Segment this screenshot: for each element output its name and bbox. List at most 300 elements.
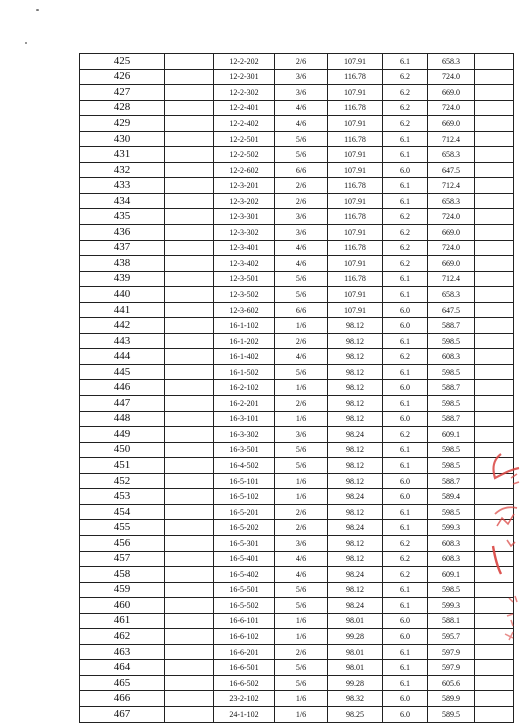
row-number-cell: 457 — [80, 551, 165, 567]
area-cell: 99.28 — [328, 629, 383, 645]
unit-number-cell: 16-3-101 — [214, 411, 275, 427]
floor-cell: 1/6 — [275, 691, 328, 707]
floor-cell: 4/6 — [275, 256, 328, 272]
amount-cell: 598.5 — [428, 364, 475, 380]
rate-cell: 6.2 — [383, 116, 428, 132]
area-cell: 98.12 — [328, 582, 383, 598]
table-row — [80, 271, 514, 287]
rate-cell: 6.1 — [383, 193, 428, 209]
row-number-cell: 437 — [80, 240, 165, 256]
amount-cell: 599.3 — [428, 598, 475, 614]
area-cell: 98.12 — [328, 442, 383, 458]
area-cell: 98.12 — [328, 318, 383, 334]
unit-number-cell: 12-2-402 — [214, 116, 275, 132]
floor-cell: 1/6 — [275, 613, 328, 629]
housing-units-table — [79, 53, 514, 723]
row-number-cell: 436 — [80, 225, 165, 241]
row-number-cell: 466 — [80, 691, 165, 707]
area-cell: 116.78 — [328, 178, 383, 194]
blank-cell — [475, 691, 514, 707]
blank-cell — [165, 225, 214, 241]
area-cell: 107.91 — [328, 287, 383, 303]
area-cell: 98.01 — [328, 613, 383, 629]
rate-cell: 6.1 — [383, 333, 428, 349]
unit-number-cell: 16-2-102 — [214, 380, 275, 396]
rate-cell: 6.1 — [383, 458, 428, 474]
rate-cell: 6.0 — [383, 473, 428, 489]
blank-cell — [475, 225, 514, 241]
blank-cell — [475, 411, 514, 427]
unit-number-cell: 16-3-302 — [214, 427, 275, 443]
unit-number-cell: 16-5-201 — [214, 504, 275, 520]
unit-number-cell: 16-5-101 — [214, 473, 275, 489]
floor-cell: 2/6 — [275, 396, 328, 412]
area-cell: 98.24 — [328, 427, 383, 443]
row-number-cell: 443 — [80, 333, 165, 349]
table-row — [80, 504, 514, 520]
rate-cell: 6.2 — [383, 567, 428, 583]
row-number-cell: 451 — [80, 458, 165, 474]
blank-cell — [165, 162, 214, 178]
blank-cell — [475, 582, 514, 598]
blank-cell — [165, 54, 214, 70]
row-number-cell: 439 — [80, 271, 165, 287]
unit-number-cell: 12-3-602 — [214, 302, 275, 318]
unit-number-cell: 16-6-102 — [214, 629, 275, 645]
unit-number-cell: 12-3-401 — [214, 240, 275, 256]
unit-number-cell: 16-5-301 — [214, 535, 275, 551]
blank-cell — [475, 240, 514, 256]
blank-cell — [165, 333, 214, 349]
table-row — [80, 162, 514, 178]
row-number-cell: 438 — [80, 256, 165, 272]
row-number-cell: 430 — [80, 131, 165, 147]
amount-cell: 712.4 — [428, 131, 475, 147]
blank-cell — [475, 567, 514, 583]
table-row — [80, 69, 514, 85]
unit-number-cell: 12-3-402 — [214, 256, 275, 272]
blank-cell — [475, 551, 514, 567]
rate-cell: 6.0 — [383, 380, 428, 396]
blank-cell — [165, 675, 214, 691]
area-cell: 98.24 — [328, 567, 383, 583]
table-row — [80, 193, 514, 209]
amount-cell: 597.9 — [428, 644, 475, 660]
floor-cell: 1/6 — [275, 473, 328, 489]
area-cell: 116.78 — [328, 131, 383, 147]
blank-cell — [165, 271, 214, 287]
table-row — [80, 147, 514, 163]
table-row — [80, 411, 514, 427]
row-number-cell: 432 — [80, 162, 165, 178]
row-number-cell: 426 — [80, 69, 165, 85]
area-cell: 107.91 — [328, 193, 383, 209]
blank-cell — [165, 442, 214, 458]
row-number-cell: 434 — [80, 193, 165, 209]
row-number-cell: 435 — [80, 209, 165, 225]
table-row — [80, 349, 514, 365]
table-row — [80, 629, 514, 645]
blank-cell — [165, 458, 214, 474]
area-cell: 98.25 — [328, 706, 383, 722]
blank-cell — [165, 349, 214, 365]
unit-number-cell: 12-2-301 — [214, 69, 275, 85]
unit-number-cell: 12-2-602 — [214, 162, 275, 178]
floor-cell: 2/6 — [275, 504, 328, 520]
unit-number-cell: 16-4-502 — [214, 458, 275, 474]
floor-cell: 3/6 — [275, 225, 328, 241]
area-cell: 107.91 — [328, 85, 383, 101]
unit-number-cell: 16-6-201 — [214, 644, 275, 660]
blank-cell — [475, 287, 514, 303]
blank-cell — [165, 504, 214, 520]
unit-number-cell: 16-1-202 — [214, 333, 275, 349]
blank-cell — [475, 85, 514, 101]
rate-cell: 6.2 — [383, 69, 428, 85]
table-row — [80, 396, 514, 412]
table-row — [80, 567, 514, 583]
area-cell: 98.12 — [328, 473, 383, 489]
unit-number-cell: 16-5-102 — [214, 489, 275, 505]
blank-cell — [165, 302, 214, 318]
blank-cell — [475, 520, 514, 536]
area-cell: 107.91 — [328, 162, 383, 178]
table-row — [80, 333, 514, 349]
floor-cell: 1/6 — [275, 489, 328, 505]
rate-cell: 6.1 — [383, 442, 428, 458]
table-row — [80, 458, 514, 474]
rate-cell: 6.2 — [383, 427, 428, 443]
floor-cell: 2/6 — [275, 193, 328, 209]
floor-cell: 3/6 — [275, 209, 328, 225]
floor-cell: 5/6 — [275, 131, 328, 147]
floor-cell: 6/6 — [275, 302, 328, 318]
amount-cell: 669.0 — [428, 116, 475, 132]
floor-cell: 4/6 — [275, 567, 328, 583]
floor-cell: 2/6 — [275, 333, 328, 349]
unit-number-cell: 12-2-502 — [214, 147, 275, 163]
table-row — [80, 473, 514, 489]
blank-cell — [475, 256, 514, 272]
table-row — [80, 691, 514, 707]
unit-number-cell: 12-2-501 — [214, 131, 275, 147]
rate-cell: 6.2 — [383, 349, 428, 365]
blank-cell — [165, 613, 214, 629]
scan-speck-1 — [36, 9, 39, 11]
row-number-cell: 456 — [80, 535, 165, 551]
rate-cell: 6.2 — [383, 240, 428, 256]
unit-number-cell: 12-2-302 — [214, 85, 275, 101]
floor-cell: 4/6 — [275, 116, 328, 132]
rate-cell: 6.1 — [383, 271, 428, 287]
blank-cell — [475, 489, 514, 505]
amount-cell: 724.0 — [428, 240, 475, 256]
scan-speck-2 — [25, 42, 27, 44]
row-number-cell: 449 — [80, 427, 165, 443]
rate-cell: 6.2 — [383, 209, 428, 225]
floor-cell: 5/6 — [275, 364, 328, 380]
unit-number-cell: 12-3-302 — [214, 225, 275, 241]
blank-cell — [165, 193, 214, 209]
amount-cell: 669.0 — [428, 85, 475, 101]
unit-number-cell: 12-3-501 — [214, 271, 275, 287]
area-cell: 98.01 — [328, 660, 383, 676]
table-row — [80, 427, 514, 443]
rate-cell: 6.0 — [383, 162, 428, 178]
rate-cell: 6.2 — [383, 85, 428, 101]
table-row — [80, 613, 514, 629]
unit-number-cell: 16-1-402 — [214, 349, 275, 365]
blank-cell — [165, 69, 214, 85]
unit-number-cell: 16-6-501 — [214, 660, 275, 676]
table-row — [80, 287, 514, 303]
table-row — [80, 116, 514, 132]
amount-cell: 724.0 — [428, 209, 475, 225]
blank-cell — [165, 535, 214, 551]
amount-cell: 608.3 — [428, 349, 475, 365]
area-cell: 98.32 — [328, 691, 383, 707]
blank-cell — [165, 396, 214, 412]
blank-cell — [475, 116, 514, 132]
rate-cell: 6.0 — [383, 613, 428, 629]
blank-cell — [165, 691, 214, 707]
area-cell: 107.91 — [328, 225, 383, 241]
blank-cell — [475, 396, 514, 412]
unit-number-cell: 16-6-101 — [214, 613, 275, 629]
row-number-cell: 448 — [80, 411, 165, 427]
rate-cell: 6.2 — [383, 225, 428, 241]
amount-cell: 724.0 — [428, 100, 475, 116]
unit-number-cell: 12-3-202 — [214, 193, 275, 209]
unit-number-cell: 16-5-501 — [214, 582, 275, 598]
amount-cell: 598.5 — [428, 458, 475, 474]
blank-cell — [165, 582, 214, 598]
amount-cell: 647.5 — [428, 302, 475, 318]
table-row — [80, 364, 514, 380]
floor-cell: 5/6 — [275, 458, 328, 474]
unit-number-cell: 16-5-401 — [214, 551, 275, 567]
rate-cell: 6.0 — [383, 691, 428, 707]
floor-cell: 3/6 — [275, 85, 328, 101]
blank-cell — [475, 100, 514, 116]
area-cell: 98.12 — [328, 396, 383, 412]
table-row — [80, 551, 514, 567]
table-row — [80, 535, 514, 551]
blank-cell — [475, 613, 514, 629]
area-cell: 98.24 — [328, 489, 383, 505]
blank-cell — [165, 209, 214, 225]
amount-cell: 609.1 — [428, 567, 475, 583]
amount-cell: 588.7 — [428, 318, 475, 334]
area-cell: 98.12 — [328, 535, 383, 551]
floor-cell: 2/6 — [275, 644, 328, 660]
row-number-cell: 450 — [80, 442, 165, 458]
area-cell: 98.12 — [328, 349, 383, 365]
row-number-cell: 454 — [80, 504, 165, 520]
rate-cell: 6.1 — [383, 504, 428, 520]
area-cell: 98.01 — [328, 644, 383, 660]
blank-cell — [475, 349, 514, 365]
amount-cell: 589.9 — [428, 691, 475, 707]
row-number-cell: 455 — [80, 520, 165, 536]
blank-cell — [165, 520, 214, 536]
floor-cell: 4/6 — [275, 240, 328, 256]
area-cell: 98.12 — [328, 411, 383, 427]
blank-cell — [475, 193, 514, 209]
table-row — [80, 442, 514, 458]
floor-cell: 5/6 — [275, 660, 328, 676]
blank-cell — [165, 116, 214, 132]
row-number-cell: 464 — [80, 660, 165, 676]
amount-cell: 588.7 — [428, 411, 475, 427]
blank-cell — [475, 442, 514, 458]
row-number-cell: 462 — [80, 629, 165, 645]
row-number-cell: 425 — [80, 54, 165, 70]
table-row — [80, 318, 514, 334]
blank-cell — [165, 256, 214, 272]
rate-cell: 6.2 — [383, 100, 428, 116]
area-cell: 107.91 — [328, 54, 383, 70]
blank-cell — [475, 535, 514, 551]
blank-cell — [165, 489, 214, 505]
blank-cell — [475, 302, 514, 318]
amount-cell: 608.3 — [428, 551, 475, 567]
amount-cell: 597.9 — [428, 660, 475, 676]
area-cell: 116.78 — [328, 100, 383, 116]
blank-cell — [165, 427, 214, 443]
table-row — [80, 644, 514, 660]
amount-cell: 658.3 — [428, 54, 475, 70]
row-number-cell: 431 — [80, 147, 165, 163]
blank-cell — [165, 660, 214, 676]
blank-cell — [165, 567, 214, 583]
rate-cell: 6.1 — [383, 54, 428, 70]
amount-cell: 598.5 — [428, 396, 475, 412]
amount-cell: 669.0 — [428, 256, 475, 272]
unit-number-cell: 16-3-501 — [214, 442, 275, 458]
row-number-cell: 446 — [80, 380, 165, 396]
table-row — [80, 85, 514, 101]
table-row — [80, 240, 514, 256]
area-cell: 98.12 — [328, 364, 383, 380]
area-cell: 116.78 — [328, 209, 383, 225]
row-number-cell: 429 — [80, 116, 165, 132]
unit-number-cell: 23-2-102 — [214, 691, 275, 707]
blank-cell — [165, 178, 214, 194]
unit-number-cell: 12-2-202 — [214, 54, 275, 70]
floor-cell: 1/6 — [275, 629, 328, 645]
blank-cell — [165, 551, 214, 567]
floor-cell: 3/6 — [275, 69, 328, 85]
floor-cell: 1/6 — [275, 411, 328, 427]
rate-cell: 6.0 — [383, 411, 428, 427]
floor-cell: 5/6 — [275, 147, 328, 163]
row-number-cell: 463 — [80, 644, 165, 660]
blank-cell — [475, 427, 514, 443]
row-number-cell: 445 — [80, 364, 165, 380]
blank-cell — [475, 675, 514, 691]
row-number-cell: 440 — [80, 287, 165, 303]
rate-cell: 6.1 — [383, 598, 428, 614]
blank-cell — [475, 209, 514, 225]
rate-cell: 6.0 — [383, 318, 428, 334]
amount-cell: 658.3 — [428, 147, 475, 163]
floor-cell: 4/6 — [275, 100, 328, 116]
rate-cell: 6.2 — [383, 551, 428, 567]
floor-cell: 3/6 — [275, 427, 328, 443]
amount-cell: 589.4 — [428, 489, 475, 505]
floor-cell: 5/6 — [275, 287, 328, 303]
amount-cell: 724.0 — [428, 69, 475, 85]
unit-number-cell: 24-1-102 — [214, 706, 275, 722]
blank-cell — [165, 380, 214, 396]
amount-cell: 647.5 — [428, 162, 475, 178]
rate-cell: 6.1 — [383, 287, 428, 303]
floor-cell: 3/6 — [275, 535, 328, 551]
blank-cell — [475, 473, 514, 489]
floor-cell: 2/6 — [275, 54, 328, 70]
blank-cell — [475, 178, 514, 194]
blank-cell — [475, 644, 514, 660]
blank-cell — [165, 85, 214, 101]
area-cell: 99.28 — [328, 675, 383, 691]
rate-cell: 6.1 — [383, 675, 428, 691]
blank-cell — [475, 333, 514, 349]
table-row — [80, 582, 514, 598]
amount-cell: 598.5 — [428, 333, 475, 349]
table-row — [80, 54, 514, 70]
area-cell: 98.12 — [328, 458, 383, 474]
rate-cell: 6.1 — [383, 520, 428, 536]
amount-cell: 598.5 — [428, 582, 475, 598]
blank-cell — [165, 240, 214, 256]
row-number-cell: 428 — [80, 100, 165, 116]
table-row — [80, 706, 514, 722]
row-number-cell: 453 — [80, 489, 165, 505]
rate-cell: 6.2 — [383, 256, 428, 272]
blank-cell — [475, 54, 514, 70]
floor-cell: 5/6 — [275, 582, 328, 598]
amount-cell: 588.7 — [428, 380, 475, 396]
unit-number-cell: 16-5-402 — [214, 567, 275, 583]
table-row — [80, 256, 514, 272]
table-row — [80, 100, 514, 116]
unit-number-cell: 16-1-502 — [214, 364, 275, 380]
blank-cell — [165, 147, 214, 163]
blank-cell — [475, 660, 514, 676]
blank-cell — [475, 318, 514, 334]
floor-cell: 6/6 — [275, 162, 328, 178]
area-cell: 98.12 — [328, 333, 383, 349]
floor-cell: 1/6 — [275, 380, 328, 396]
amount-cell: 605.6 — [428, 675, 475, 691]
row-number-cell: 441 — [80, 302, 165, 318]
blank-cell — [165, 364, 214, 380]
blank-cell — [475, 162, 514, 178]
table-row — [80, 380, 514, 396]
rate-cell: 6.1 — [383, 364, 428, 380]
blank-cell — [475, 598, 514, 614]
table-row — [80, 489, 514, 505]
amount-cell: 712.4 — [428, 178, 475, 194]
table-row — [80, 660, 514, 676]
blank-cell — [165, 131, 214, 147]
amount-cell: 589.5 — [428, 706, 475, 722]
row-number-cell: 427 — [80, 85, 165, 101]
blank-cell — [475, 706, 514, 722]
amount-cell: 598.5 — [428, 504, 475, 520]
table-row — [80, 302, 514, 318]
